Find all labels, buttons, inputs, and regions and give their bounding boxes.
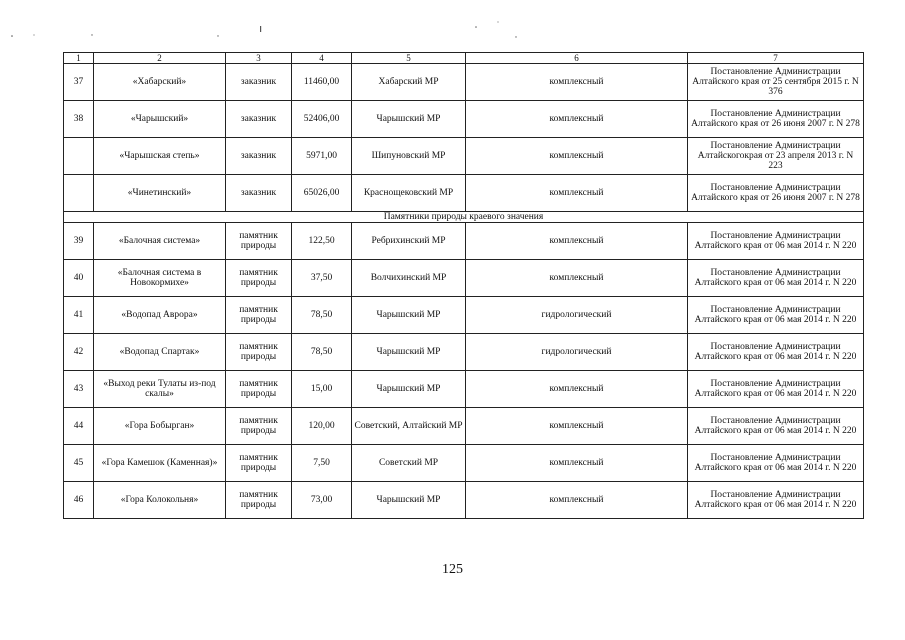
row-number: 42	[64, 334, 94, 371]
area-name: «Чарышская степь»	[94, 138, 226, 175]
area-category: заказник	[226, 175, 292, 212]
table-row	[64, 297, 864, 334]
legal-document: Постановление Администрации Алтайского края от 06 мая 2014 г. N 220	[688, 371, 864, 408]
section-row	[64, 212, 864, 223]
table-row	[64, 260, 864, 297]
legal-document: Постановление Администрации Алтайскогокрая от 23 апреля 2013 г. N 223	[688, 138, 864, 175]
area-size: 78,50	[292, 297, 352, 334]
table-row	[64, 138, 864, 175]
profile: гидрологический	[466, 334, 688, 371]
area-category: памятник природы	[226, 482, 292, 519]
profile: комплексный	[466, 175, 688, 212]
table-row	[64, 334, 864, 371]
row-number: 38	[64, 101, 94, 138]
district: Хабарский МР	[352, 64, 466, 101]
profile: комплексный	[466, 445, 688, 482]
legal-document: Постановление Администрации Алтайского края от 06 мая 2014 г. N 220	[688, 223, 864, 260]
area-size: 11460,00	[292, 64, 352, 101]
area-size: 73,00	[292, 482, 352, 519]
row-number	[64, 138, 94, 175]
area-category: заказник	[226, 64, 292, 101]
profile: комплексный	[466, 223, 688, 260]
protected-areas-table	[63, 52, 864, 519]
area-category: памятник природы	[226, 445, 292, 482]
area-category: памятник природы	[226, 223, 292, 260]
area-name: «Гора Бобырган»	[94, 408, 226, 445]
table-row	[64, 408, 864, 445]
area-size: 37,50	[292, 260, 352, 297]
area-category: памятник природы	[226, 408, 292, 445]
district: Чарышский МР	[352, 371, 466, 408]
legal-document: Постановление Администрации Алтайского края от 06 мая 2014 г. N 220	[688, 408, 864, 445]
scan-specks	[0, 0, 905, 40]
table-row	[64, 482, 864, 519]
district: Чарышский МР	[352, 297, 466, 334]
row-number	[64, 175, 94, 212]
table-row	[64, 101, 864, 138]
district: Краснощековский МР	[352, 175, 466, 212]
area-category: памятник природы	[226, 297, 292, 334]
district: Чарышский МР	[352, 334, 466, 371]
row-number: 40	[64, 260, 94, 297]
area-size: 120,00	[292, 408, 352, 445]
area-size: 122,50	[292, 223, 352, 260]
district: Ребрихинский МР	[352, 223, 466, 260]
legal-document: Постановление Администрации Алтайского края от 25 сентября 2015 г. N 376	[688, 64, 864, 101]
column-header: 2	[94, 53, 226, 64]
area-name: «Чинетинский»	[94, 175, 226, 212]
column-header: 6	[466, 53, 688, 64]
table-row	[64, 175, 864, 212]
area-category: памятник природы	[226, 334, 292, 371]
legal-document: Постановление Администрации Алтайского края от 06 мая 2014 г. N 220	[688, 482, 864, 519]
table-header-row	[64, 53, 864, 64]
area-name: «Чарышский»	[94, 101, 226, 138]
legal-document: Постановление Администрации Алтайского края от 26 июня 2007 г. N 278	[688, 101, 864, 138]
area-size: 15,00	[292, 371, 352, 408]
legal-document: Постановление Администрации Алтайского края от 06 мая 2014 г. N 220	[688, 297, 864, 334]
area-name: «Гора Колокольня»	[94, 482, 226, 519]
district: Шипуновский МР	[352, 138, 466, 175]
profile: комплексный	[466, 408, 688, 445]
area-name: «Выход реки Тулаты из-под скалы»	[94, 371, 226, 408]
column-header: 7	[688, 53, 864, 64]
area-name: «Водопад Аврора»	[94, 297, 226, 334]
column-header: 3	[226, 53, 292, 64]
area-name: «Гора Камешок (Каменная)»	[94, 445, 226, 482]
row-number: 37	[64, 64, 94, 101]
legal-document: Постановление Администрации Алтайского края от 06 мая 2014 г. N 220	[688, 334, 864, 371]
profile: комплексный	[466, 101, 688, 138]
row-number: 45	[64, 445, 94, 482]
area-category: памятник природы	[226, 371, 292, 408]
column-header: 4	[292, 53, 352, 64]
area-name: «Водопад Спартак»	[94, 334, 226, 371]
area-category: заказник	[226, 138, 292, 175]
area-name: «Балочная система»	[94, 223, 226, 260]
district: Чарышский МР	[352, 101, 466, 138]
row-number: 44	[64, 408, 94, 445]
column-header: 1	[64, 53, 94, 64]
column-header: 5	[352, 53, 466, 64]
district: Советский МР	[352, 445, 466, 482]
legal-document: Постановление Администрации Алтайского края от 06 мая 2014 г. N 220	[688, 260, 864, 297]
table-row	[64, 371, 864, 408]
area-category: заказник	[226, 101, 292, 138]
row-number: 39	[64, 223, 94, 260]
area-size: 7,50	[292, 445, 352, 482]
district: Чарышский МР	[352, 482, 466, 519]
area-size: 78,50	[292, 334, 352, 371]
row-number: 41	[64, 297, 94, 334]
profile: комплексный	[466, 138, 688, 175]
page-number: 125	[442, 562, 463, 577]
area-name: «Балочная система в Новокормихе»	[94, 260, 226, 297]
profile: комплексный	[466, 482, 688, 519]
section-title: Памятники природы краевого значения	[64, 212, 864, 223]
area-size: 5971,00	[292, 138, 352, 175]
district: Советский, Алтайский МР	[352, 408, 466, 445]
table-row	[64, 64, 864, 101]
table-row	[64, 223, 864, 260]
area-size: 65026,00	[292, 175, 352, 212]
area-size: 52406,00	[292, 101, 352, 138]
legal-document: Постановление Администрации Алтайского края от 06 мая 2014 г. N 220	[688, 445, 864, 482]
profile: комплексный	[466, 64, 688, 101]
row-number: 46	[64, 482, 94, 519]
profile: комплексный	[466, 371, 688, 408]
district: Волчихинский МР	[352, 260, 466, 297]
profile: комплексный	[466, 260, 688, 297]
row-number: 43	[64, 371, 94, 408]
profile: гидрологический	[466, 297, 688, 334]
area-name: «Хабарский»	[94, 64, 226, 101]
legal-document: Постановление Администрации Алтайского края от 26 июня 2007 г. N 278	[688, 175, 864, 212]
area-category: памятник природы	[226, 260, 292, 297]
table-row	[64, 445, 864, 482]
